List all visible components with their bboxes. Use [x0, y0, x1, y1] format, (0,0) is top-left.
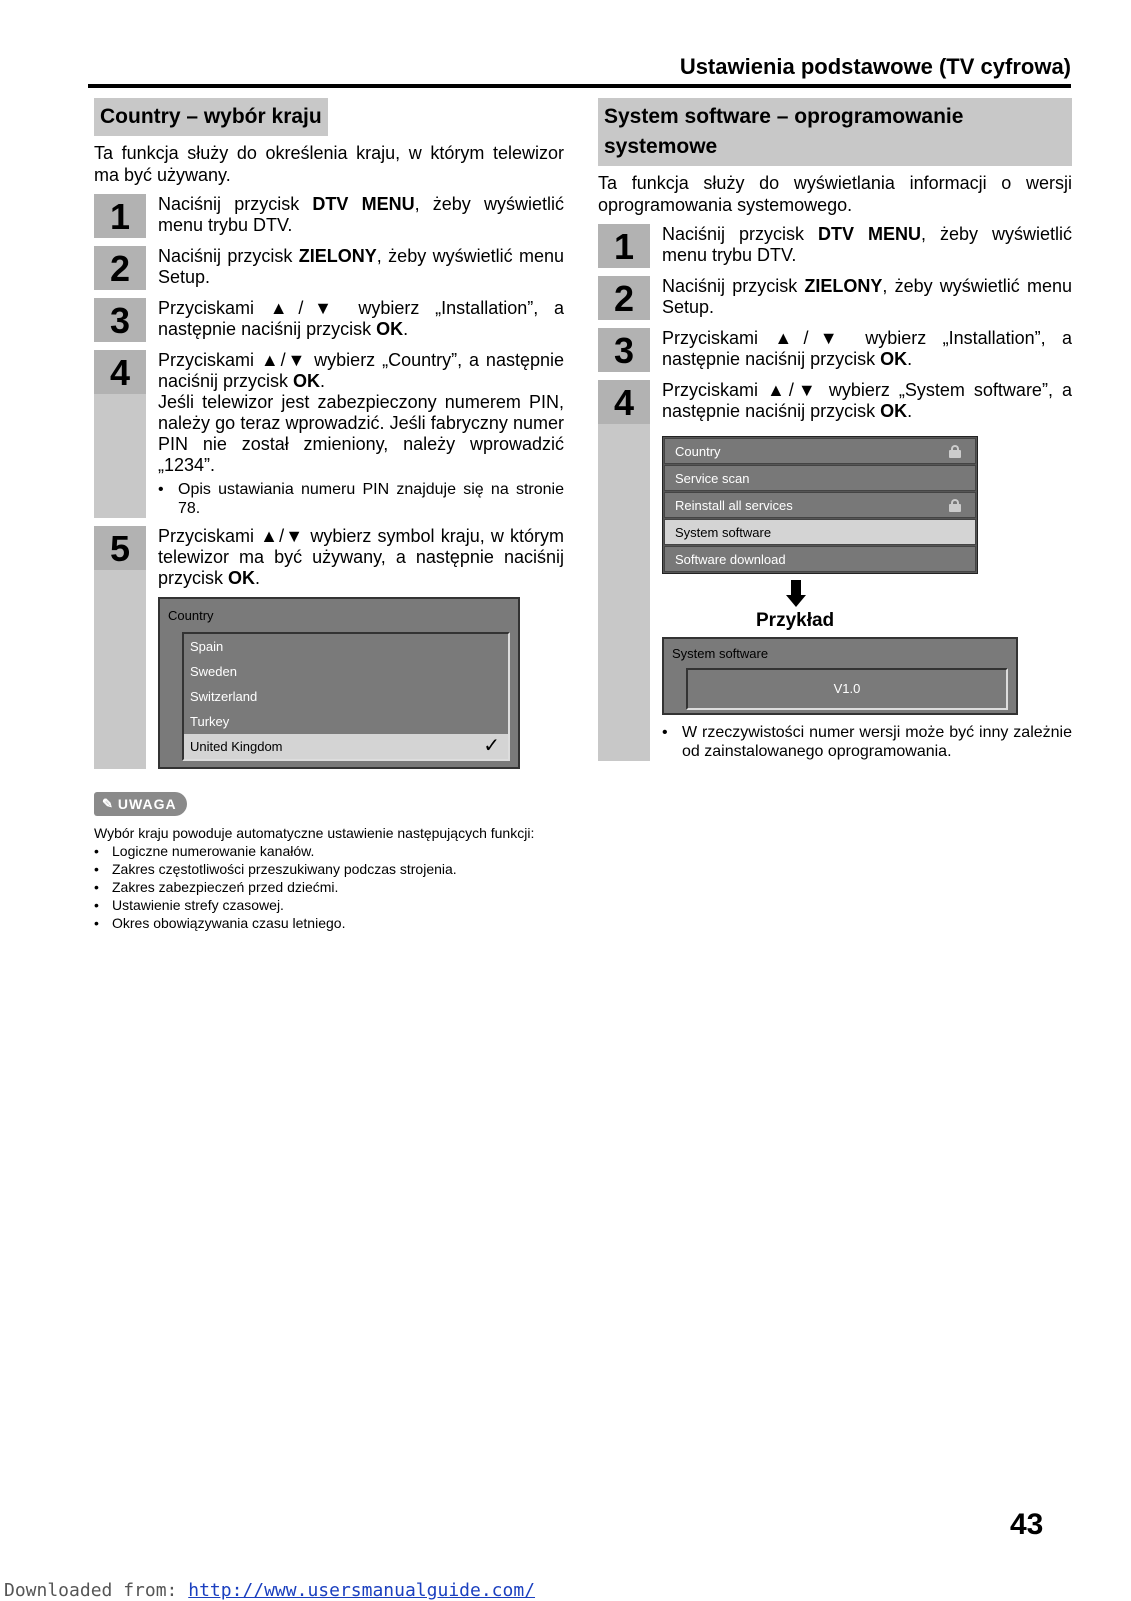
bullet-text: Logiczne numerowanie kanałów. — [112, 843, 315, 859]
installation-menu — [662, 436, 978, 574]
bullet-dot: • — [158, 481, 164, 498]
step-1 — [598, 224, 1072, 268]
step-text: Naciśnij przycisk — [158, 194, 313, 214]
section-title-country: Country – wybór kraju — [94, 98, 328, 136]
bullet-dot: • — [94, 879, 99, 895]
note-list — [94, 842, 564, 932]
menu-item-label: Reinstall all services — [675, 498, 793, 513]
button-name: OK — [880, 349, 908, 369]
step-text: . — [320, 371, 326, 391]
footer-label: Downloaded from: — [4, 1580, 189, 1601]
bullet-item — [158, 480, 564, 518]
step-number: 3 — [598, 328, 650, 372]
step-text: Naciśnij przycisk — [662, 276, 805, 296]
step-text: Przyciskami ▲/▼ wybierz „System software”, a następnie naciśnij przycisk — [662, 380, 1072, 421]
bullet-dot: • — [94, 843, 99, 859]
note-list-item — [94, 914, 564, 932]
menu-item-service-scan[interactable]: Service scan — [664, 465, 976, 491]
section-intro: Ta funkcja służy do wyświetlania informacji o wersji oprogramowania systemowego. — [598, 173, 1072, 215]
step-3 — [94, 298, 564, 342]
menu-item-country[interactable] — [664, 438, 976, 464]
step-extra-text: Jeśli telewizor jest zabezpieczony numerem PIN, należy go teraz wprowadzić. Jeśli fabryczny numer PIN nie został zmieniony, należy wprowadzić „1234”. — [158, 392, 564, 475]
tv-system-software-screen — [662, 637, 1018, 715]
step-3 — [598, 328, 1072, 372]
button-name: ZIELONY — [298, 246, 377, 266]
note-list-item — [94, 878, 564, 896]
step-text: , żeby wyświetlić menu trybu DTV. — [158, 194, 564, 235]
tv-country-screen — [158, 597, 520, 769]
header-rule — [88, 84, 1071, 88]
step-2 — [598, 276, 1072, 320]
note-badge — [94, 792, 187, 816]
button-name: OK — [293, 371, 321, 391]
button-name: OK — [228, 568, 256, 588]
country-option-label: United Kingdom — [190, 739, 283, 754]
step-number: 1 — [598, 224, 650, 268]
bullet-text: Zakres częstotliwości przeszukiwany podczas strojenia. — [112, 861, 457, 877]
note-list-item — [94, 842, 564, 860]
bullet-dot: • — [94, 861, 99, 877]
step-1 — [94, 194, 564, 238]
left-column — [94, 98, 564, 769]
step-text: . — [403, 319, 409, 339]
tv-screen-title: System software — [672, 646, 769, 661]
checkmark-icon: ✓ — [483, 735, 500, 757]
step-text: . — [907, 401, 913, 421]
step-text: . — [907, 349, 913, 369]
country-option[interactable]: Switzerland — [190, 689, 258, 704]
page-header-title: Ustawienia podstawowe (TV cyfrowa) — [679, 54, 1071, 79]
pencil-icon: ✎ — [102, 796, 114, 811]
version-display: V1.0 — [686, 668, 1008, 710]
button-name: ZIELONY — [804, 276, 883, 296]
bullet-dot: • — [94, 897, 99, 913]
country-option[interactable]: Turkey — [190, 714, 230, 729]
button-name: DTV MENU — [312, 194, 415, 214]
note-list-item — [94, 860, 564, 878]
bullet-item — [662, 723, 1072, 761]
step-text: , żeby wyświetlić menu Setup. — [158, 246, 564, 287]
step-text: Naciśnij przycisk — [158, 246, 299, 266]
step-text: . — [255, 568, 261, 588]
step-text: , żeby wyświetlić menu trybu DTV. — [662, 224, 1073, 265]
step-text: Naciśnij przycisk — [662, 224, 818, 244]
step-number: 2 — [94, 246, 146, 290]
bullet-text: Opis ustawiania numeru PIN znajduje się na stronie 78. — [178, 481, 564, 517]
lock-icon — [949, 499, 961, 512]
step-text: Przyciskami ▲/▼ wybierz symbol kraju, w którym telewizor ma być używany, a następnie naciśnij przycisk — [158, 526, 564, 588]
lock-icon — [949, 445, 961, 458]
right-column — [598, 98, 1072, 761]
country-list — [182, 632, 510, 761]
page-number: 43 — [1010, 1508, 1044, 1541]
section-intro: Ta funkcja służy do określenia kraju, w którym telewizor ma być używany. — [94, 143, 564, 185]
tv-screen-title: Country — [168, 608, 214, 623]
note-badge-label: UWAGA — [117, 796, 177, 812]
step-4 — [598, 380, 1072, 761]
step-number: 4 — [598, 380, 650, 424]
example-label: Przykład — [756, 610, 835, 631]
menu-item-reinstall-all-services[interactable] — [664, 492, 976, 518]
step-number: 2 — [598, 276, 650, 320]
bullet-text: W rzeczywistości numer wersji może być inny zależnie od zainstalowanego oprogramowania. — [682, 724, 1072, 760]
note-list-item — [94, 896, 564, 914]
step-number: 3 — [94, 298, 146, 342]
bullet-dot: • — [662, 724, 668, 741]
button-name: DTV MENU — [818, 224, 921, 244]
step-text: Przyciskami ▲/▼ wybierz „Installation”, a następnie naciśnij przycisk — [158, 298, 564, 339]
bullet-text: Ustawienie strefy czasowej. — [112, 897, 284, 913]
step-text: , żeby wyświetlić menu Setup. — [662, 276, 1072, 317]
step-2 — [94, 246, 564, 290]
step-4 — [94, 350, 564, 518]
step-number: 5 — [94, 526, 146, 570]
arrow-down-icon — [786, 580, 806, 608]
note-box — [94, 792, 564, 932]
step-5 — [94, 526, 564, 769]
menu-item-system-software[interactable]: System software — [664, 519, 976, 545]
footer — [4, 1580, 535, 1601]
menu-item-software-download[interactable]: Software download — [664, 546, 976, 572]
country-option-selected[interactable] — [184, 734, 508, 759]
bullet-text: Okres obowiązywania czasu letniego. — [112, 915, 346, 931]
menu-item-label: Country — [675, 444, 721, 459]
note-intro: Wybór kraju powoduje automatyczne ustawienie następujących funkcji: — [94, 825, 535, 841]
step-text: Przyciskami ▲/▼ wybierz „Installation”, a następnie naciśnij przycisk — [662, 328, 1072, 369]
bullet-text: Zakres zabezpieczeń przed dziećmi. — [112, 879, 339, 895]
footer-link[interactable]: http://www.usersmanualguide.com/ — [188, 1580, 536, 1601]
bullet-dot: • — [94, 915, 99, 931]
button-name: OK — [376, 319, 404, 339]
step-number: 4 — [94, 350, 146, 394]
country-option[interactable]: Spain — [190, 639, 224, 654]
country-option[interactable]: Sweden — [190, 664, 237, 679]
step-number: 1 — [94, 194, 146, 238]
section-title-system-software: System software – oprogramowanie systemowe — [598, 98, 1072, 166]
button-name: OK — [880, 401, 908, 421]
step-text: Przyciskami ▲/▼ wybierz „Country”, a następnie naciśnij przycisk — [158, 350, 564, 391]
